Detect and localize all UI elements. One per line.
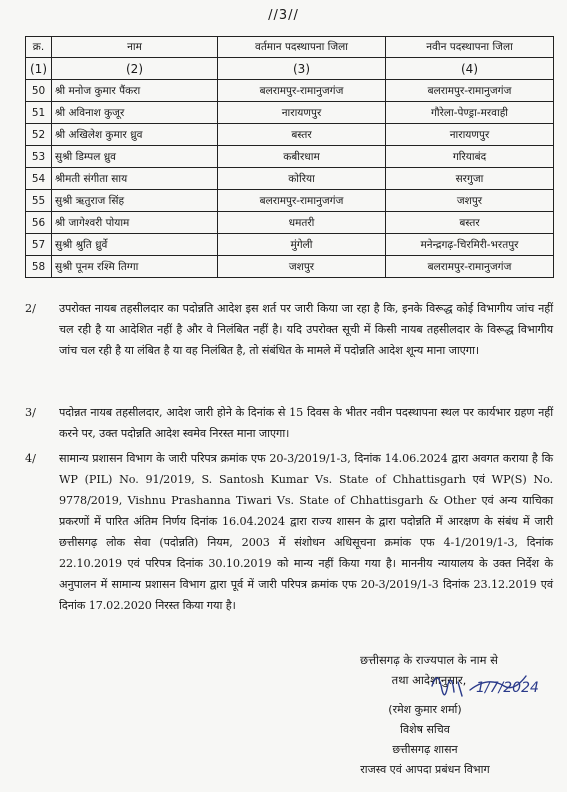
current-district: बस्तर [218, 124, 386, 146]
officer-name: श्री अविनाश कुजूर [52, 102, 218, 124]
serial-number: 56 [26, 212, 52, 234]
serial-number: 58 [26, 256, 52, 278]
table-row [26, 168, 554, 190]
table-header-row [26, 37, 554, 58]
current-district: धमतरी [218, 212, 386, 234]
table-row [26, 190, 554, 212]
handwritten-date: 1/7/2024 [476, 680, 539, 696]
paragraph-4 [25, 448, 553, 616]
current-district: कोरिया [218, 168, 386, 190]
new-district: सरगुजा [386, 168, 554, 190]
new-district: बलरामपुर-रामानुजगंज [386, 80, 554, 102]
serial-number: 54 [26, 168, 52, 190]
government-name: छत्तीसगढ़ शासन [392, 743, 458, 756]
paragraph-number: 2/ [25, 302, 36, 315]
paragraph-text: सामान्य प्रशासन विभाग के जारी परिपत्र क्रमांक एफ 20-3/2019/1-3, दिनांक 14.06.2024 द्वारा अवगत कराया है कि WP (PIL) No. 91/2019, S. Santosh Kumar Vs. State of Chhattisgarh एवं WP(S) No. 9778/2019, Vishnu Prashanna Tiwari Vs. State of Chhattisgarh & Other एवं अन्य याचिका प्रकरणों में पारित अंतिम निर्णय दिनांक 16.04.2024 द्वारा राज्य शासन के द्वारा पदोन्नति में आरक्षण के संबंध में जारी छत्तीसगढ़ लोक सेवा (पदोन्नति) नियम, 2003 में संशोधन अधिसूचना क्रमांक एफ 4-1/2019/1-3, दिनांक 22.10.2019 एवं परिपत्र दिनांक 30.10.2019 को मान्य नहीं किया गया है। माननीय न्यायालय के उक्त निर्देश के अनुपालन में सामान्य प्रशासन विभाग द्वारा पूर्व में जारी परिपत्र क्रमांक एफ 20-3/2019/1-3 दिनांक 23.12.2019 एवं दिनांक 17.02.2020 निरस्त किया गया है। [59, 452, 553, 612]
current-district: मुंगेली [218, 234, 386, 256]
table-row [26, 256, 554, 278]
new-district: बलरामपुर-रामानुजगंज [386, 256, 554, 278]
table-row [26, 212, 554, 234]
header-serial: क्र. [26, 37, 52, 58]
officer-name: सुश्री ऋतुराज सिंह [52, 190, 218, 212]
authority-line: छत्तीसगढ़ के राज्यपाल के नाम से [360, 653, 498, 667]
new-district: मनेन्द्रगढ़-चिरमिरी-भरतपुर [386, 234, 554, 256]
new-district: नारायणपुर [386, 124, 554, 146]
index-1: (1) [26, 58, 52, 80]
department-name: राजस्व एवं आपदा प्रबंधन विभाग [360, 763, 490, 776]
officer-name: सुश्री पूनम रश्मि तिग्गा [52, 256, 218, 278]
order-line: तथा आदेशानुसार, [391, 673, 467, 687]
serial-number: 53 [26, 146, 52, 168]
new-district: गरियाबंद [386, 146, 554, 168]
officer-name: श्री अखिलेश कुमार ध्रुव [52, 124, 218, 146]
serial-number: 55 [26, 190, 52, 212]
new-district: बस्तर [386, 212, 554, 234]
serial-number: 51 [26, 102, 52, 124]
serial-number: 57 [26, 234, 52, 256]
new-district: गौरेला-पेण्ड्रा-मरवाही [386, 102, 554, 124]
table-row [26, 146, 554, 168]
paragraph-number: 3/ [25, 406, 36, 419]
current-district: नारायणपुर [218, 102, 386, 124]
paragraph-text: उपरोक्त नायब तहसीलदार का पदोन्नति आदेश इस शर्त पर जारी किया जा रहा है कि, इनके विरूद्ध कोई विभागीय जांच नहीं चल रही है या आदेशित नहीं है और वे निलंबित नहीं है। यदि उपरोक्त सूची में किसी नायब तहसीलदार के विरूद्ध विभागीय जांच चल रही है या लंबित है या वह निलंबित है, तो संबंधित के मामले में पदोन्नति आदेश शून्य माना जाएगा। [59, 302, 553, 357]
table-row [26, 80, 554, 102]
table-index-row [26, 58, 554, 80]
header-name: नाम [52, 37, 218, 58]
table-row [26, 124, 554, 146]
page-number: //3// [268, 8, 299, 23]
header-current-district: वर्तमान पदस्थापना जिला [218, 37, 386, 58]
paragraph-3 [25, 402, 553, 444]
new-district: जशपुर [386, 190, 554, 212]
current-district: कबीरधाम [218, 146, 386, 168]
signatory-name: (रमेश कुमार शर्मा) [388, 703, 462, 716]
current-district: बलरामपुर-रामानुजगंज [218, 190, 386, 212]
header-new-district: नवीन पदस्थापना जिला [386, 37, 554, 58]
designation: विशेष सचिव [400, 723, 450, 736]
index-3: (3) [218, 58, 386, 80]
officer-name: श्रीमती संगीता साय [52, 168, 218, 190]
index-2: (2) [52, 58, 218, 80]
officer-name: सुश्री श्रुति ध्रुर्वे [52, 234, 218, 256]
posting-table [25, 36, 554, 278]
paragraph-text: पदोन्नत नायब तहसीलदार, आदेश जारी होने के दिनांक से 15 दिवस के भीतर नवीन पदस्थापना स्थल पर कार्यभार ग्रहण नहीं करने पर, उक्त पदोन्नति आदेश स्वमेव निरस्त माना जाएगा। [59, 406, 553, 440]
table-row [26, 102, 554, 124]
current-district: जशपुर [218, 256, 386, 278]
current-district: बलरामपुर-रामानुजगंज [218, 80, 386, 102]
officer-name: सुश्री डिम्पल ध्रुव [52, 146, 218, 168]
officer-name: श्री मनोज कुमार पैंकरा [52, 80, 218, 102]
paragraph-number: 4/ [25, 452, 36, 465]
serial-number: 52 [26, 124, 52, 146]
officer-name: श्री जागेश्वरी पोयाम [52, 212, 218, 234]
index-4: (4) [386, 58, 554, 80]
serial-number: 50 [26, 80, 52, 102]
paragraph-2 [25, 298, 553, 361]
table-row [26, 234, 554, 256]
